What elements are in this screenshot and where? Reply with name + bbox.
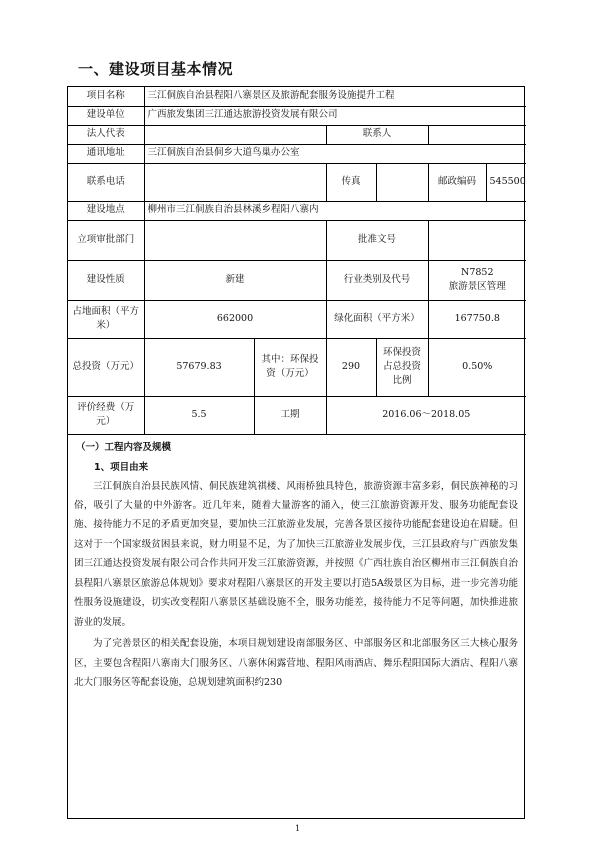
legal-rep-value <box>144 125 326 144</box>
project-info-table <box>68 87 526 435</box>
industry-name: 旅游景区管理 <box>448 281 506 292</box>
env-ratio-label: 环保投资占总投资比例 <box>376 338 428 396</box>
paragraph-1: 三江侗族自治县民族风情、侗民族建筑祺楼、风雨桥独具特色，旅游资源丰富多彩，侗民族神秘的习俗，吸引了大量的中外游客。近几年来，随着大量游客的涌入，使三江旅游资源开发、服务功能配套设施、接待能力不足的矛盾更加突显，要加快三江旅游业发展，完善各景区接待功能配套建设迫在眉睫。但这对于一个国家级贫困县来说，财力明显不足，为了加快三江旅游业发展步伐，三江县政府与广西旅发集团三江通达投资发展有限公司合作共同开发三江旅游资源，并按照《广西壮族自治区柳州市三江侗族自治县程阳八寨景区旅游总体规划》要求对程阳八寨景区的开发主要以打造5A级景区为目标，进一步完善功能性服务设施建设，切实改变程阳八寨景区基础设施不全，服务功能差，接待能力不足等问题，加快推进旅游业的发展。 <box>74 480 518 628</box>
page-number: 1 <box>294 824 301 833</box>
project-name-value: 三江侗族自治县程阳八寨景区及旅游配套服务设施提升工程 <box>144 87 526 106</box>
fax-label: 传真 <box>326 163 376 201</box>
area-label: 占地面积（平方米） <box>68 300 144 338</box>
document-frame <box>67 86 525 819</box>
env-invest-label: 其中：环保投资（万元） <box>254 338 326 396</box>
invest-value: 57679.83 <box>144 338 254 396</box>
env-invest-value: 290 <box>326 338 376 396</box>
approval-no-label: 批准文号 <box>326 220 428 260</box>
nature-value: 新建 <box>144 260 326 300</box>
phone-label: 联系电话 <box>68 163 144 201</box>
phone-value <box>144 163 326 201</box>
section-heading: （一）工程内容及规模 <box>76 441 172 453</box>
location-label: 建设地点 <box>68 201 144 220</box>
subsection-heading: 1、项目由来 <box>94 461 149 473</box>
nature-label: 建设性质 <box>68 260 144 300</box>
period-value: 2016.06～2018.05 <box>326 396 526 434</box>
industry-label: 行业类别及代号 <box>326 260 428 300</box>
location-value: 柳州市三江侗族自治县林溪乡程阳八寨内 <box>144 201 526 220</box>
fax-value <box>376 163 428 201</box>
approval-dept-value <box>144 220 326 260</box>
unit-label: 建设单位 <box>68 106 144 125</box>
invest-label: 总投资（万元） <box>68 338 144 396</box>
env-ratio-value: 0.50% <box>428 338 526 396</box>
postcode-label: 邮政编码 <box>428 163 486 201</box>
industry-value <box>428 260 526 300</box>
fee-label: 评价经费（万元） <box>68 396 144 434</box>
legal-rep-label: 法人代表 <box>68 125 144 144</box>
unit-value: 广西旅发集团三江通达旅游投资发展有限公司 <box>144 106 526 125</box>
contact-person-value <box>428 125 526 144</box>
approval-no-value <box>428 220 526 260</box>
green-value: 167750.8 <box>428 300 526 338</box>
approval-dept-label: 立项审批部门 <box>68 220 144 260</box>
period-label: 工期 <box>254 396 326 434</box>
postcode-value: 545500 <box>486 163 526 201</box>
contact-person-label: 联系人 <box>326 125 428 144</box>
address-value: 三江侗族自治县侗乡大道鸟巢办公室 <box>144 144 526 163</box>
fee-value: 5.5 <box>144 396 254 434</box>
address-label: 通讯地址 <box>68 144 144 163</box>
page-title: 一、建设项目基本情况 <box>78 60 234 78</box>
area-value: 662000 <box>144 300 326 338</box>
paragraph-2: 为了完善景区的相关配套设施，本项目规划建设南部服务区、中部服务区和北部服务区三大核心服务区，主要包含程阳八寨南大门服务区、八寨休闲露营地、程阳风雨酒店、舞乐程阳国际大酒店、程阳八寨北大门服务区等配套设施，总规划建筑面积约230 <box>74 638 518 689</box>
project-name-label: 项目名称 <box>68 87 144 106</box>
green-label: 绿化面积（平方米） <box>326 300 428 338</box>
industry-code: N7852 <box>461 266 494 278</box>
